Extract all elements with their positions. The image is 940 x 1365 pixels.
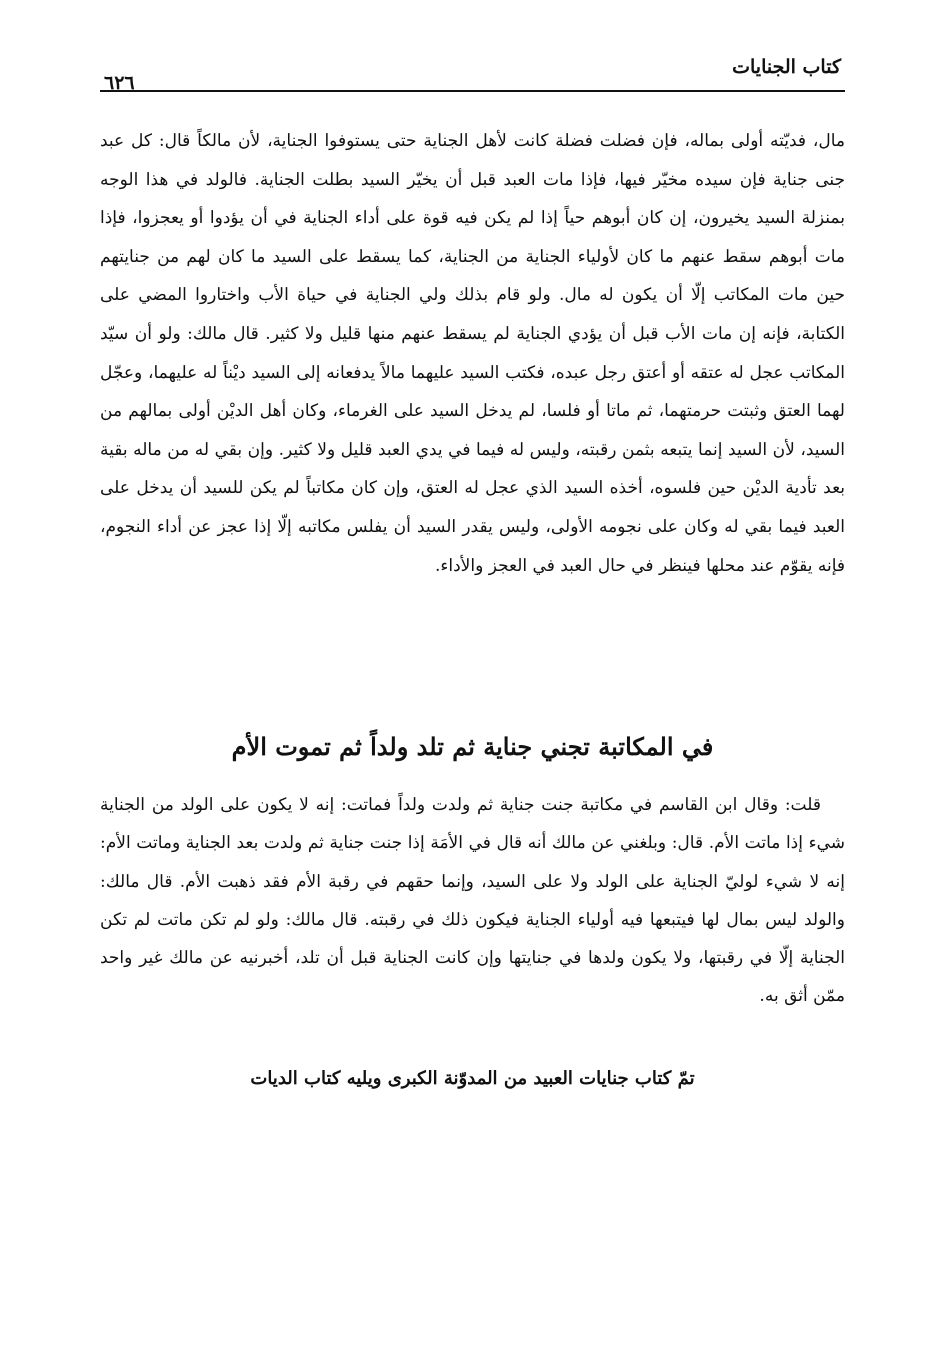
page-number: ٦٢٦ [104, 72, 135, 94]
section-heading: في المكاتبة تجني جناية ثم تلد ولداً ثم تموت الأم [231, 732, 714, 761]
header-rule [100, 90, 845, 92]
section-text-block [100, 786, 845, 1016]
colophon: تمّ كتاب جنايات العبيد من المدوّنة الكبرى ويليه كتاب الديات [250, 1068, 695, 1089]
main-text-block [100, 122, 845, 585]
running-header [100, 52, 845, 92]
section-paragraph: قلت: وقال ابن القاسم في مكاتبة جنت جناية ثم ولدت ولداً فماتت: إنه لا يكون على الولد من الجناية شيء إذا ماتت الأم. قال: وبلغني عن مالك أنه قال في الأمَة إذا جنت جناية ثم ولدت بعد الجناية وماتت الأم: إنه لا شيء لوليّ الجناية على الولد ولا على السيد، وإنما حقهم في رقبة الأم فقد ذهبت الأم. قال مالك: والولد ليس بمال لها فيتبعها فيه أولياء الجناية فيكون ذلك في رقبته. قال مالك: ولو لم تكن ماتت لم تكن الجناية إلّا في رقبتها، ولا يكون ولدها في جنايتها وإن كانت الجناية قبل أن تلد، أخبرنيه عن مالك غير واحد ممّن أثق به. [100, 795, 845, 1007]
body-paragraph: مال، فديّته أولى بماله، فإن فضلت فضلة كانت لأهل الجناية حتى يستوفوا الجناية، لأن مالكاً قال: كل عبد جنى جناية فإن سيده مخيّر فيها، فإذا مات العبد قبل أن يخيّر السيد بطلت الجناية. فالولد في هذا الوجه بمنزلة السيد يخيرون، إن كان أبوهم حياً إذا لم يكن فيه قوة على أداء الجناية في أن يؤدوا أو يعجزوا، فإذا مات أبوهم سقط عنهم ما كان لأولياء الجناية من الجناية، كما يسقط على السيد ما كان لهم من جنايتهم حين مات المكاتب إلّا أن يكون له مال. ولو قام بذلك ولي الجناية في حياة الأب واختاروا المضي على الكتابة، فإنه إن مات الأب قبل أن يؤدي الجناية لم يسقط عنهم منها قليل ولا كثير. قال مالك: ولو أن سيّد المكاتب عجل له عتقه أو أعتق رجل عبده، فكتب السيد عليهما مالاً يدفعانه إلى السيد ديْناً له عليهما، وعجّل لهما العتق وثبتت حرمتهما، ثم ماتا أو فلسا، لم يدخل السيد على الغرماء، وكان أهل الديْن أولى بمالهم من السيد، لأن السيد إنما يتبعه بثمن رقبته، وليس له فيما في يدي العبد قليل ولا كثير. وإن بقي له من ماله بقية بعد تأدية الديْن حين فلسوه، أخذه السيد الذي عجل له العتق، وإن كان مكاتباً لم يكن للسيد أن يدخل على العبد فيما بقي له وكان على نجومه الأولى، وليس يقدر السيد أن يفلس مكاتبه إلّا إذا عجز عن أداء النجوم، فإنه يقوّم عند محلها فينظر في حال العبد في العجز والأداء. [100, 131, 845, 576]
running-title: كتاب الجنايات [732, 56, 841, 78]
